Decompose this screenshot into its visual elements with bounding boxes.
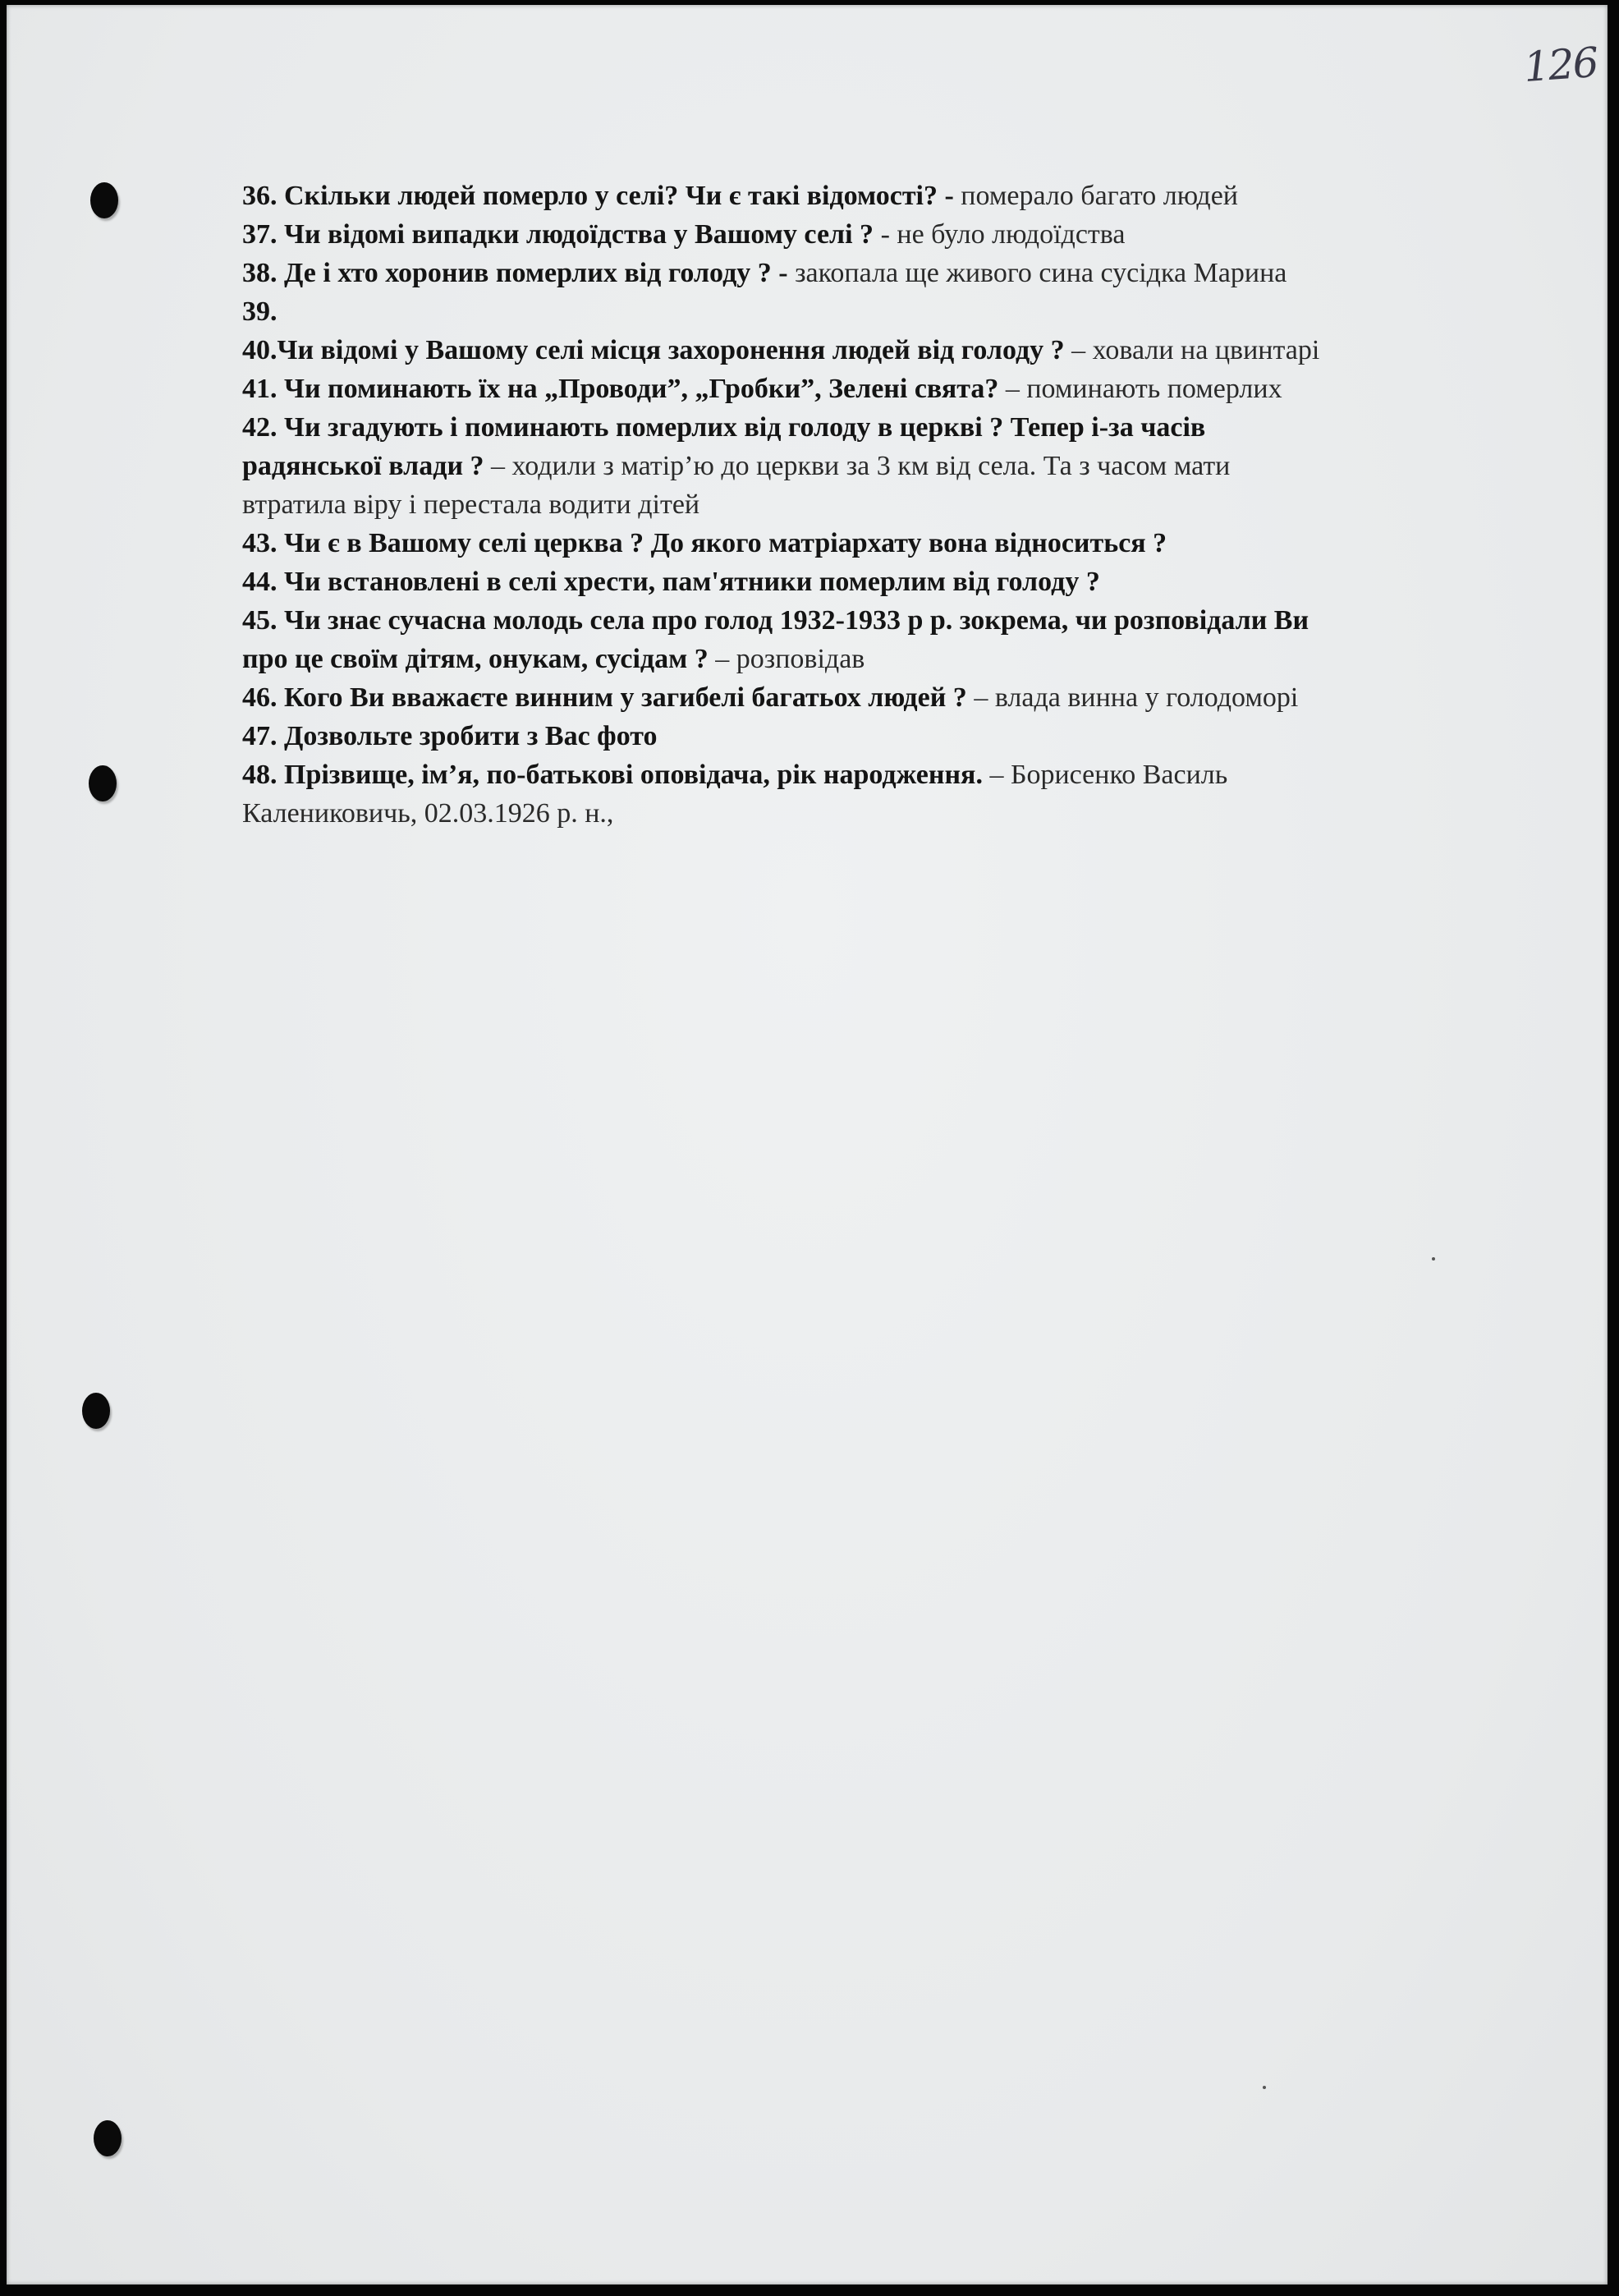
answer-text: – Борисенко Василь xyxy=(989,760,1228,790)
question-text: 44. Чи встановлені в селі хрести, пам'ятники померлим від голоду ? xyxy=(242,567,1100,597)
punch-hole-4 xyxy=(94,2120,122,2156)
question-text: 48. Прізвище, ім’я, по-батькові оповідача, рік народження. xyxy=(242,760,990,790)
document-page xyxy=(7,5,1608,2285)
answer-text: – поминають померлих xyxy=(1005,374,1282,404)
questionnaire-line xyxy=(242,292,1523,331)
answer-text: – влада винна у голодоморі xyxy=(974,682,1299,713)
paper-speck xyxy=(1263,2086,1266,2089)
question-text: 39. xyxy=(242,296,277,327)
questionnaire-line xyxy=(242,717,1523,755)
questionnaire-text xyxy=(242,177,1523,833)
answer-text: - не було людоїдства xyxy=(880,219,1126,250)
questionnaire-line xyxy=(242,755,1523,794)
question-text: 38. Де і хто хоронив померлих від голоду ? - xyxy=(242,258,796,288)
question-text: 41. Чи поминають їх на „Проводи”, „Гробки”, Зелені свята? xyxy=(242,374,1006,404)
question-text: 46. Кого Ви вважаєте винним у загибелі багатьох людей ? xyxy=(242,682,975,713)
questionnaire-line xyxy=(242,177,1523,215)
questionnaire-line xyxy=(242,447,1523,485)
question-text: 43. Чи є в Вашому селі церква ? До якого матріархату вона відноситься ? xyxy=(242,528,1167,558)
question-text: 40.Чи відомі у Вашому селі місця захоронення людей від голоду ? xyxy=(242,335,1072,365)
punch-hole-2 xyxy=(89,765,117,801)
question-text: про це своїм дітям, онукам, сусідам ? xyxy=(242,644,716,674)
questionnaire-line xyxy=(242,678,1523,717)
questionnaire-line xyxy=(242,215,1523,254)
answer-text: – розповідав xyxy=(715,644,865,674)
questionnaire-line xyxy=(242,640,1523,678)
answer-text: Калениковичь, 02.03.1926 р. н., xyxy=(242,798,614,829)
questionnaire-line xyxy=(242,601,1523,640)
question-text: 45. Чи знає сучасна молодь села про голод 1932-1933 р р. зокрема, чи розповідали Ви xyxy=(242,605,1309,636)
questionnaire-line xyxy=(242,370,1523,408)
handwritten-page-number: 126 xyxy=(1522,38,1599,92)
question-text: радянської влади ? xyxy=(242,451,492,481)
punch-hole-3 xyxy=(82,1393,110,1429)
questionnaire-line xyxy=(242,794,1523,833)
questionnaire-line xyxy=(242,524,1523,563)
answer-text: – ходили з матір’ю до церкви за 3 км від села. Та з часом мати xyxy=(491,451,1231,481)
questionnaire-line xyxy=(242,485,1523,524)
question-text: 47. Дозвольте зробити з Вас фото xyxy=(242,721,658,751)
question-text: 42. Чи згадують і поминають померлих від голоду в церкві ? Тепер і-за часів xyxy=(242,412,1206,443)
questionnaire-line xyxy=(242,563,1523,601)
paper-speck xyxy=(1432,1257,1435,1261)
questionnaire-line xyxy=(242,331,1523,370)
answer-text: померало багато людей xyxy=(961,181,1238,211)
question-text: 36. Скільки людей померло у селі? Чи є такі відомості? - xyxy=(242,181,961,211)
questionnaire-line xyxy=(242,408,1523,447)
questionnaire-line xyxy=(242,254,1523,292)
answer-text: закопала ще живого сина сусідка Марина xyxy=(795,258,1287,288)
answer-text: втратила віру і перестала водити дітей xyxy=(242,489,700,520)
answer-text: – ховали на цвинтарі xyxy=(1071,335,1320,365)
punch-hole-1 xyxy=(90,182,118,218)
question-text: 37. Чи відомі випадки людоїдства у Вашому селі ? xyxy=(242,219,881,250)
